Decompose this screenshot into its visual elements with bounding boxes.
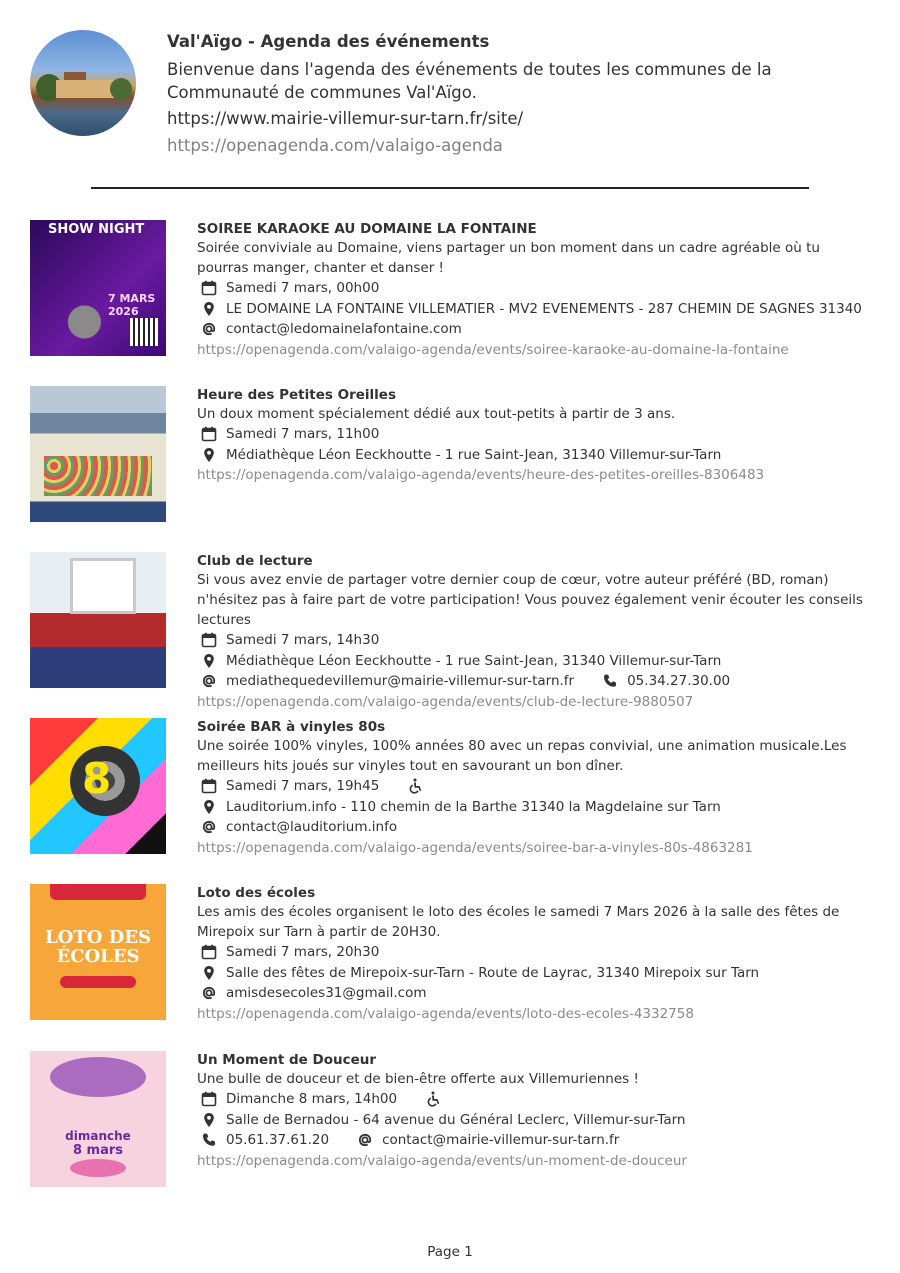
agenda-title: Val'Aïgo - Agenda des événements xyxy=(167,32,490,51)
event-email[interactable]: contact@mairie-villemur-sur-tarn.fr xyxy=(382,1132,620,1148)
calendar-icon xyxy=(201,1091,217,1107)
at-sign-icon xyxy=(201,985,217,1001)
event-url[interactable]: https://openagenda.com/valaigo-agenda/events/club-de-lecture-9880507 xyxy=(197,693,694,710)
event-location: Médiathèque Léon Eeckhoutte - 1 rue Saint-Jean, 31340 Villemur-sur-Tarn xyxy=(226,446,722,463)
event-description: Soirée conviviale au Domaine, viens partager un bon moment dans un cadre agréable où tu pourras manger, chanter et danser ! xyxy=(197,240,820,276)
event-description: Si vous avez envie de partager votre dernier coup de cœur, votre auteur préféré (BD, roman) n'hésitez pas à faire part de votre participation! Vous pouvez également venir écouter les conseils lectures xyxy=(197,572,863,628)
phone-icon xyxy=(201,1132,217,1148)
at-sign-icon xyxy=(201,321,217,337)
event-image[interactable] xyxy=(30,1051,166,1187)
event-date: Dimanche 8 mars, 14h00 xyxy=(226,1091,398,1107)
event-url[interactable]: https://openagenda.com/valaigo-agenda/events/un-moment-de-douceur xyxy=(197,1152,687,1169)
location-pin-icon xyxy=(201,301,217,317)
calendar-icon xyxy=(201,778,217,794)
event-item xyxy=(30,884,870,1024)
event-item xyxy=(30,220,870,360)
event-date: Samedi 7 mars, 11h00 xyxy=(226,426,380,442)
event-item xyxy=(30,386,870,526)
event-description: Une soirée 100% vinyles, 100% années 80 avec un repas convivial, une animation musicale.Les meilleurs hits joués sur vinyles tout en savourant un bon dîner. xyxy=(197,738,847,774)
event-date: Samedi 7 mars, 00h00 xyxy=(226,280,380,296)
agenda-logo xyxy=(30,30,136,136)
event-url[interactable]: https://openagenda.com/valaigo-agenda/events/heure-des-petites-oreilles-8306483 xyxy=(197,467,765,483)
event-url[interactable]: https://openagenda.com/valaigo-agenda/events/soiree-bar-a-vinyles-80s-4863281 xyxy=(197,839,753,856)
event-date: Samedi 7 mars, 20h30 xyxy=(226,944,380,960)
calendar-icon xyxy=(201,632,217,648)
event-item xyxy=(30,1051,870,1191)
at-sign-icon xyxy=(201,819,217,835)
calendar-icon xyxy=(201,426,217,442)
event-url[interactable]: https://openagenda.com/valaigo-agenda/events/loto-des-ecoles-4332758 xyxy=(197,1005,694,1022)
event-item xyxy=(30,718,870,858)
event-image-date: 7 MARS 2026 xyxy=(108,292,156,318)
event-title[interactable]: Loto des écoles xyxy=(197,885,316,901)
page-number: Page 1 xyxy=(427,1244,473,1260)
event-location: Salle des fêtes de Mirepoix-sur-Tarn - Route de Layrac, 31340 Mirepoix sur Tarn xyxy=(226,964,760,981)
event-description: Une bulle de douceur et de bien-être offerte aux Villemuriennes ! xyxy=(197,1071,639,1087)
event-location: Salle de Bernadou - 64 avenue du Général Leclerc, Villemur-sur-Tarn xyxy=(226,1111,686,1128)
event-email[interactable]: contact@ledomainelafontaine.com xyxy=(226,321,462,337)
at-sign-icon xyxy=(201,673,217,689)
event-url[interactable]: https://openagenda.com/valaigo-agenda/events/soiree-karaoke-au-domaine-la-fontaine xyxy=(197,341,789,358)
event-image-date: 8 mars xyxy=(72,1143,124,1158)
event-image-caption: SHOW NIGHT xyxy=(48,222,145,237)
event-email[interactable]: mediathequedevillemur@mairie-villemur-sur-tarn.fr xyxy=(226,673,575,689)
event-image[interactable] xyxy=(30,552,166,688)
agenda-openagenda-link[interactable]: https://openagenda.com/valaigo-agenda xyxy=(167,136,503,155)
event-title[interactable]: Heure des Petites Oreilles xyxy=(197,387,396,403)
event-image-caption: LOTO DES ÉCOLES xyxy=(44,927,151,967)
event-image[interactable] xyxy=(30,718,166,854)
event-phone[interactable]: 05.34.27.30.00 xyxy=(627,673,731,689)
event-email[interactable]: amisdesecoles31@gmail.com xyxy=(226,985,427,1001)
event-title[interactable]: Club de lecture xyxy=(197,553,313,569)
location-pin-icon xyxy=(201,799,217,815)
calendar-icon xyxy=(201,280,217,296)
event-email[interactable]: contact@lauditorium.info xyxy=(226,819,398,835)
event-location: Médiathèque Léon Eeckhoutte - 1 rue Saint-Jean, 31340 Villemur-sur-Tarn xyxy=(226,652,722,669)
event-image-caption: dimanche xyxy=(65,1129,131,1143)
event-description: Un doux moment spécialement dédié aux tout-petits à partir de 3 ans. xyxy=(197,406,676,422)
event-image[interactable] xyxy=(30,220,166,356)
header-divider xyxy=(91,187,809,189)
event-description: Les amis des écoles organisent le loto des écoles le samedi 7 Mars 2026 à la salle des fêtes de Mirepoix sur Tarn à partir de 20H30. xyxy=(197,904,840,940)
event-image-caption: 8 xyxy=(82,754,112,803)
at-sign-icon xyxy=(357,1132,373,1148)
accessibility-icon xyxy=(425,1091,441,1107)
accessibility-icon xyxy=(407,778,423,794)
location-pin-icon xyxy=(201,1112,217,1128)
event-image[interactable] xyxy=(30,884,166,1020)
phone-icon xyxy=(602,673,618,689)
event-title[interactable]: Un Moment de Douceur xyxy=(197,1052,377,1068)
event-item xyxy=(30,552,870,710)
event-location: LE DOMAINE LA FONTAINE VILLEMATIER - MV2 EVENEMENTS - 287 CHEMIN DE SAGNES 31340 xyxy=(226,300,862,317)
agenda-website-link[interactable]: https://www.mairie-villemur-sur-tarn.fr/site/ xyxy=(167,109,524,128)
event-date: Samedi 7 mars, 14h30 xyxy=(226,632,380,648)
agenda-description: Bienvenue dans l'agenda des événements de toutes les communes de la Communauté de communes Val'Aïgo. xyxy=(167,60,772,102)
event-date: Samedi 7 mars, 19h45 xyxy=(226,778,380,794)
event-title[interactable]: Soirée BAR à vinyles 80s xyxy=(197,719,386,735)
event-image[interactable] xyxy=(30,386,166,522)
event-phone[interactable]: 05.61.37.61.20 xyxy=(226,1132,330,1148)
location-pin-icon xyxy=(201,653,217,669)
calendar-icon xyxy=(201,944,217,960)
location-pin-icon xyxy=(201,965,217,981)
event-location: Lauditorium.info - 110 chemin de la Barthe 31340 la Magdelaine sur Tarn xyxy=(226,798,721,815)
agenda-header xyxy=(30,28,870,158)
location-pin-icon xyxy=(201,447,217,463)
event-title[interactable]: SOIREE KARAOKE AU DOMAINE LA FONTAINE xyxy=(197,221,537,237)
